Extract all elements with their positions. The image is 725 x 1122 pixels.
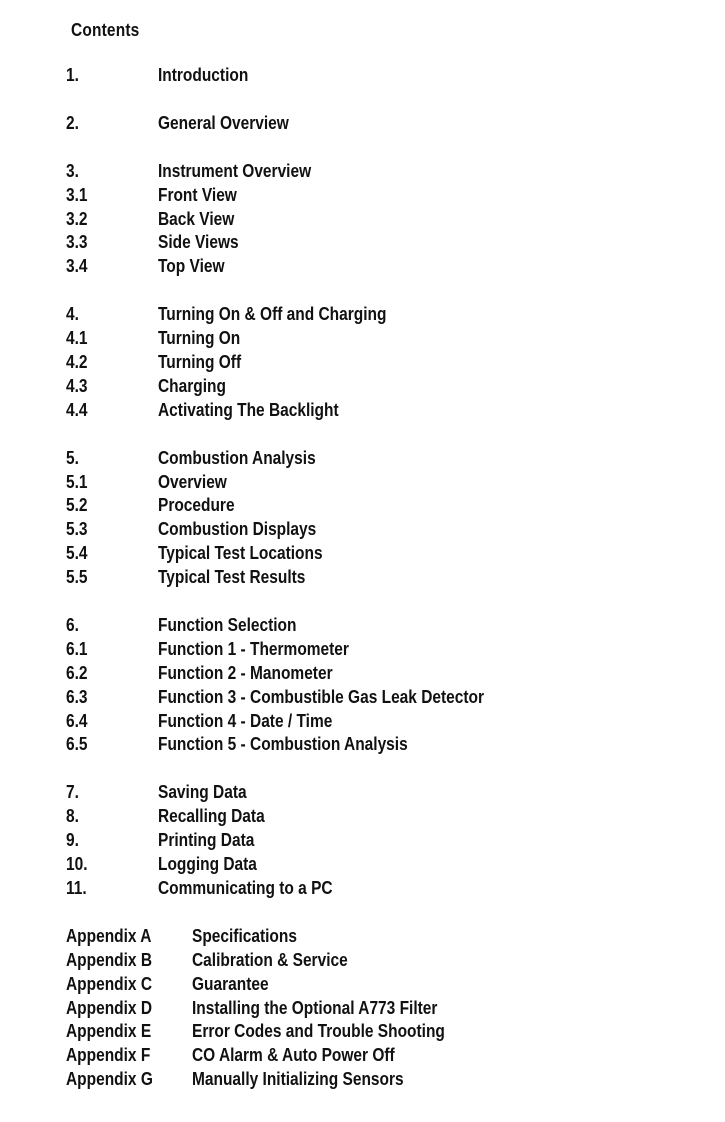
appendix-letter: Appendix C (66, 973, 153, 994)
toc-entry (66, 351, 666, 375)
toc-entry-number: 3.4 (66, 256, 88, 277)
toc-entry-number: 4.3 (66, 375, 88, 396)
toc-entry-title: Logging Data (158, 854, 257, 875)
toc-entry-title: General Overview (158, 112, 289, 133)
toc-entry-title: Function 5 - Combustion Analysis (158, 734, 408, 755)
toc-entry-number: 6.5 (66, 734, 88, 755)
toc-entry (66, 255, 666, 279)
toc-appendix-entry (66, 997, 666, 1021)
toc-entry (66, 710, 666, 734)
toc-entry-number: 4.4 (66, 399, 88, 420)
toc-entry (66, 805, 666, 829)
toc-entry (66, 375, 666, 399)
toc-entry-number: 8. (66, 806, 79, 827)
toc-entry-title: Back View (158, 208, 235, 229)
toc-section (66, 614, 666, 757)
toc-entry-number: 3.1 (66, 184, 88, 205)
toc-entry-title: Activating The Backlight (158, 399, 339, 420)
toc-entry-number: 6.3 (66, 686, 88, 707)
toc-entry-number: 5.5 (66, 567, 88, 588)
toc-entry-title: Function 3 - Combustible Gas Leak Detector (158, 686, 485, 707)
toc-entry (66, 184, 666, 208)
toc-entry (66, 781, 666, 805)
toc-entry (66, 231, 666, 255)
toc-section (66, 781, 666, 900)
toc-entry-number: 7. (66, 782, 79, 803)
toc-entry-title: Function 4 - Date / Time (158, 710, 333, 731)
toc-entry-title: Communicating to a PC (158, 877, 333, 898)
toc-entry-number: 5. (66, 447, 79, 468)
toc-section (66, 64, 666, 88)
appendix-letter: Appendix A (66, 925, 152, 946)
toc-entry (66, 877, 666, 901)
toc-entry-number: 5.4 (66, 543, 88, 564)
toc-entry (66, 303, 666, 327)
appendix-title: Guarantee (192, 973, 269, 994)
toc-appendix-entry (66, 925, 666, 949)
toc-entry (66, 64, 666, 88)
toc-entry-title: Typical Test Results (158, 567, 306, 588)
toc-entry-title: Turning On (158, 328, 241, 349)
toc-section (66, 112, 666, 136)
appendix-title: Specifications (192, 925, 297, 946)
appendix-title: Calibration & Service (192, 949, 348, 970)
toc-entry-number: 6. (66, 615, 79, 636)
toc-entry-title: Turning On & Off and Charging (158, 304, 387, 325)
toc-entry-number: 6.2 (66, 662, 88, 683)
toc-appendix-section (66, 925, 666, 1092)
toc-entry (66, 447, 666, 471)
toc-entry-number: 5.3 (66, 519, 88, 540)
toc-entry (66, 733, 666, 757)
toc-entry-title: Front View (158, 184, 237, 205)
toc-entry-title: Printing Data (158, 830, 255, 851)
toc-entry-title: Combustion Analysis (158, 447, 316, 468)
toc-entry-number: 9. (66, 830, 79, 851)
toc-entry-title: Charging (158, 375, 226, 396)
toc-entry-number: 3.2 (66, 208, 88, 229)
appendix-letter: Appendix F (66, 1045, 151, 1066)
toc-entry-title: Function Selection (158, 615, 297, 636)
toc-entry (66, 208, 666, 232)
table-of-contents (66, 64, 666, 1116)
appendix-title: CO Alarm & Auto Power Off (192, 1045, 395, 1066)
toc-entry (66, 327, 666, 351)
toc-entry (66, 112, 666, 136)
toc-entry-title: Saving Data (158, 782, 247, 803)
appendix-letter: Appendix E (66, 1021, 152, 1042)
appendix-letter: Appendix B (66, 949, 153, 970)
toc-entry (66, 829, 666, 853)
appendix-letter: Appendix D (66, 997, 153, 1018)
toc-entry (66, 160, 666, 184)
toc-entry-number: 4.1 (66, 328, 88, 349)
toc-entry (66, 638, 666, 662)
toc-appendix-entry (66, 1044, 666, 1068)
toc-entry-title: Function 1 - Thermometer (158, 638, 349, 659)
toc-entry-number: 5.1 (66, 471, 88, 492)
toc-section (66, 447, 666, 590)
toc-entry-title: Turning Off (158, 352, 242, 373)
toc-entry-number: 10. (66, 854, 88, 875)
toc-entry-number: 6.1 (66, 638, 88, 659)
toc-entry-title: Instrument Overview (158, 160, 312, 181)
toc-entry-title: Introduction (158, 65, 249, 85)
toc-entry (66, 399, 666, 423)
toc-entry-title: Overview (158, 471, 227, 492)
toc-appendix-entry (66, 973, 666, 997)
toc-entry-title: Top View (158, 256, 225, 277)
toc-entry-number: 5.2 (66, 495, 88, 516)
toc-entry-title: Typical Test Locations (158, 543, 323, 564)
appendix-title: Manually Initializing Sensors (192, 1069, 404, 1090)
toc-entry (66, 686, 666, 710)
toc-appendix-entry (66, 1068, 666, 1092)
toc-entry (66, 471, 666, 495)
toc-section (66, 160, 666, 279)
toc-entry-number: 4. (66, 304, 79, 325)
toc-entry (66, 566, 666, 590)
toc-entry (66, 494, 666, 518)
toc-entry-number: 4.2 (66, 352, 88, 373)
toc-section (66, 303, 666, 422)
toc-entry (66, 518, 666, 542)
toc-entry-title: Side Views (158, 232, 239, 253)
appendix-title: Error Codes and Trouble Shooting (192, 1021, 445, 1042)
toc-appendix-entry (66, 1020, 666, 1044)
toc-entry-title: Combustion Displays (158, 519, 317, 540)
toc-entry (66, 542, 666, 566)
toc-entry-number: 1. (66, 65, 79, 85)
toc-entry-number: 3. (66, 160, 79, 181)
appendix-letter: Appendix G (66, 1069, 153, 1090)
toc-entry-number: 11. (66, 877, 87, 898)
toc-entry (66, 853, 666, 877)
toc-appendix-entry (66, 949, 666, 973)
toc-entry-title: Function 2 - Manometer (158, 662, 333, 683)
toc-entry (66, 662, 666, 686)
toc-entry-title: Recalling Data (158, 806, 265, 827)
appendix-title: Installing the Optional A773 Filter (192, 997, 438, 1018)
toc-entry-number: 6.4 (66, 710, 88, 731)
toc-entry-number: 3.3 (66, 232, 88, 253)
toc-entry (66, 614, 666, 638)
toc-entry-title: Procedure (158, 495, 235, 516)
toc-entry-number: 2. (66, 112, 79, 133)
page-title: Contents (71, 20, 140, 40)
